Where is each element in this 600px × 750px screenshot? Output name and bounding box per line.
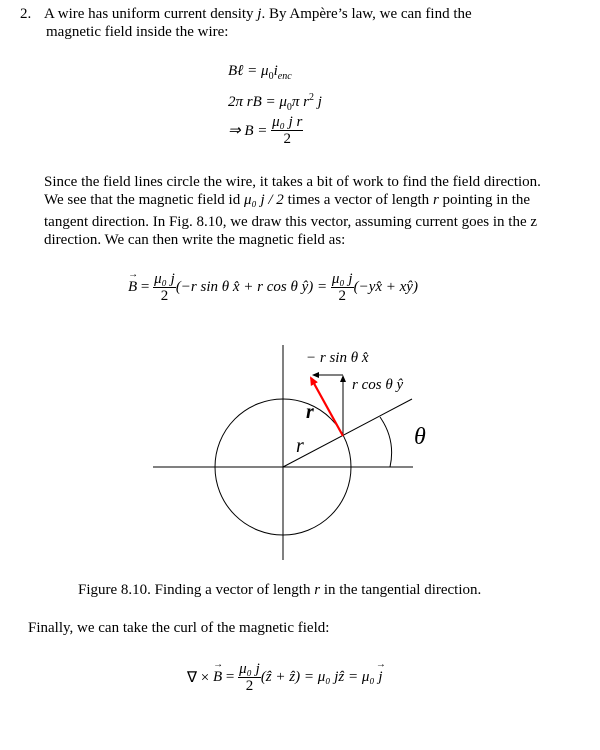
- field-middle: (−r sin θ x̂ + r cos θ ŷ) =: [175, 279, 331, 295]
- label-r-inner: r: [296, 435, 304, 457]
- eq2-lhs: 2π rB =: [228, 94, 280, 110]
- curl-lhs: ∇ ×: [187, 670, 213, 686]
- paragraph-line2-b: times a vector of length: [283, 192, 433, 208]
- curl-fraction: [238, 661, 261, 694]
- eq2-sup: 2: [309, 92, 315, 103]
- field-fraction-2: [331, 271, 354, 304]
- equation-ampere-3: [228, 114, 303, 147]
- paragraph-line2: [44, 192, 530, 209]
- field-fraction-1: [153, 271, 176, 304]
- eq3-denominator: 2: [283, 131, 291, 147]
- field-frac1-num: μ₀ j: [154, 271, 175, 287]
- equation-ampere-2: [228, 92, 322, 113]
- paragraph-line1: Since the field lines circle the wire, it takes a bit of work to find the field direction.: [44, 174, 541, 190]
- eq3-numerator: μ₀ j r: [272, 114, 303, 130]
- equation-field: [128, 271, 418, 304]
- paragraph-line3: tangent direction. In Fig. 8.10, we draw this vector, assuming current goes in the z: [44, 214, 538, 230]
- eq2-rhs: π r: [291, 94, 310, 110]
- eq2-sub0: 0: [286, 102, 292, 113]
- label-theta: θ: [414, 424, 426, 450]
- eq2-mu: μ: [279, 94, 287, 110]
- curl-J-vector: → j: [378, 669, 382, 686]
- paragraph-line2-r: r: [432, 192, 439, 208]
- problem-intro-line2: magnetic field inside the wire:: [46, 24, 229, 40]
- eq1-lhs: Bℓ =: [228, 63, 262, 79]
- closing-text: Finally, we can take the curl of the magnetic field:: [28, 620, 330, 636]
- intro-j: j: [257, 6, 262, 22]
- equation-ampere-1: [228, 63, 292, 82]
- label-r-sin: − r sin θ x̂: [306, 350, 369, 366]
- problem-number: 2.: [20, 6, 32, 22]
- curl-B-vector: → B: [213, 669, 222, 686]
- eq1-i: i: [273, 63, 278, 79]
- curl-frac-num: μ₀ j: [239, 661, 260, 677]
- label-r-cos: r cos θ ŷ: [352, 377, 404, 393]
- caption-a: Figure 8.10. Finding a vector of length: [78, 582, 315, 598]
- eq1-mu: μ: [261, 63, 269, 79]
- label-r-outer: r: [306, 401, 314, 423]
- eq1-sub0: 0: [268, 71, 274, 82]
- theta-arc: [380, 417, 392, 467]
- figure-8-10: [0, 330, 600, 580]
- field-end: (−yx̂ + xŷ): [353, 279, 418, 295]
- paragraph-line4: direction. We can then write the magnetic field as:: [44, 232, 346, 248]
- field-equals: =: [137, 279, 154, 295]
- caption-r: r: [314, 582, 321, 598]
- curl-equals: =: [222, 669, 239, 685]
- figure-caption: [78, 582, 481, 599]
- curl-frac-den: 2: [245, 678, 254, 694]
- intro-text-end: . By Ampère’s law, we can find the: [261, 6, 472, 22]
- eq2-j: j: [314, 94, 322, 110]
- intro-text: A wire has uniform current density: [44, 6, 258, 22]
- field-frac2-num: μ₀ j: [331, 271, 353, 287]
- problem-intro-line1: [44, 6, 472, 23]
- paragraph-line2-a: We see that the magnetic field id: [44, 192, 244, 208]
- eq3-fraction: [271, 114, 303, 147]
- equation-curl: [187, 661, 383, 694]
- field-B-vector: → B: [128, 279, 137, 296]
- field-frac2-den: 2: [338, 288, 346, 304]
- paragraph-line2-c: pointing in the: [438, 192, 531, 208]
- curl-rest: (ẑ + ẑ) = μ₀ jẑ = μ₀: [260, 669, 379, 685]
- eq1-sub-enc: enc: [277, 71, 292, 82]
- caption-b: in the tangential direction.: [320, 582, 482, 598]
- eq3-lhs: ⇒ B =: [228, 123, 272, 139]
- field-frac1-den: 2: [160, 288, 169, 304]
- paragraph-line2-math: μ₀ j / 2: [243, 192, 284, 208]
